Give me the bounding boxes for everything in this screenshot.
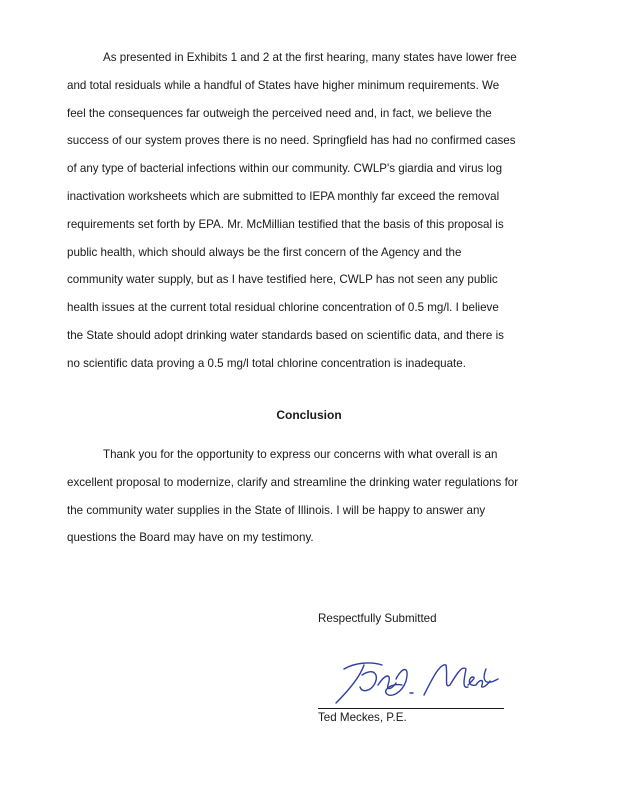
paragraph-line: the State should adopt drinking water standards based on scientific data, and there is — [67, 328, 504, 342]
conclusion-paragraph — [67, 441, 545, 552]
paragraph-line: requirements set forth by EPA. Mr. McMillian testified that the basis of this proposal is — [67, 217, 504, 231]
paragraph-line: no scientific data proving a 0.5 mg/l total chlorine concentration is inadequate. — [67, 356, 466, 370]
handwritten-signature — [330, 655, 505, 713]
paragraph-line: health issues at the current total residual chlorine concentration of 0.5 mg/l. I believe — [67, 301, 499, 315]
signer-name: Ted Meckes, P.E. — [318, 711, 407, 724]
signature-stroke — [336, 665, 364, 703]
closing-salutation: Respectfully Submitted — [318, 612, 437, 625]
signature-stroke — [476, 681, 490, 688]
signature-stroke — [378, 676, 396, 689]
signature-stroke — [468, 677, 476, 685]
paragraph-line: questions the Board may have on my testimony. — [67, 531, 314, 545]
paragraph-line: and total residuals while a handful of States have higher minimum requirements. We — [67, 78, 500, 92]
conclusion-heading: Conclusion — [276, 408, 342, 422]
paragraph-line: the community water supplies in the State of Illinois. I will be happy to answer any — [67, 503, 486, 517]
signature-stroke — [484, 669, 498, 682]
paragraph-line: public health, which should always be the first concern of the Agency and the — [67, 245, 462, 259]
testimony-paragraph — [67, 44, 545, 378]
signature-stroke — [360, 672, 376, 691]
paragraph-line: inactivation worksheets which are submitted to IEPA monthly far exceed the removal — [67, 189, 500, 203]
paragraph-line: of any type of bacterial infections within our community. CWLP's giardia and virus log — [67, 162, 503, 176]
paragraph-line: As presented in Exhibits 1 and 2 at the first hearing, many states have lower free — [103, 51, 517, 64]
signature-line — [318, 708, 504, 709]
signature-stroke — [424, 665, 468, 695]
paragraph-line: excellent proposal to modernize, clarify and streamline the drinking water regulations for — [67, 475, 519, 489]
paragraph-line: Thank you for the opportunity to express our concerns with what overall is an — [103, 448, 498, 461]
paragraph-line: community water supply, but as I have testified here, CWLP has not seen any public — [67, 273, 498, 287]
paragraph-line: success of our system proves there is no need. Springfield has had no confirmed cases — [67, 134, 516, 148]
paragraph-line: feel the consequences far outweigh the perceived need and, in fact, we believe the — [67, 106, 492, 120]
